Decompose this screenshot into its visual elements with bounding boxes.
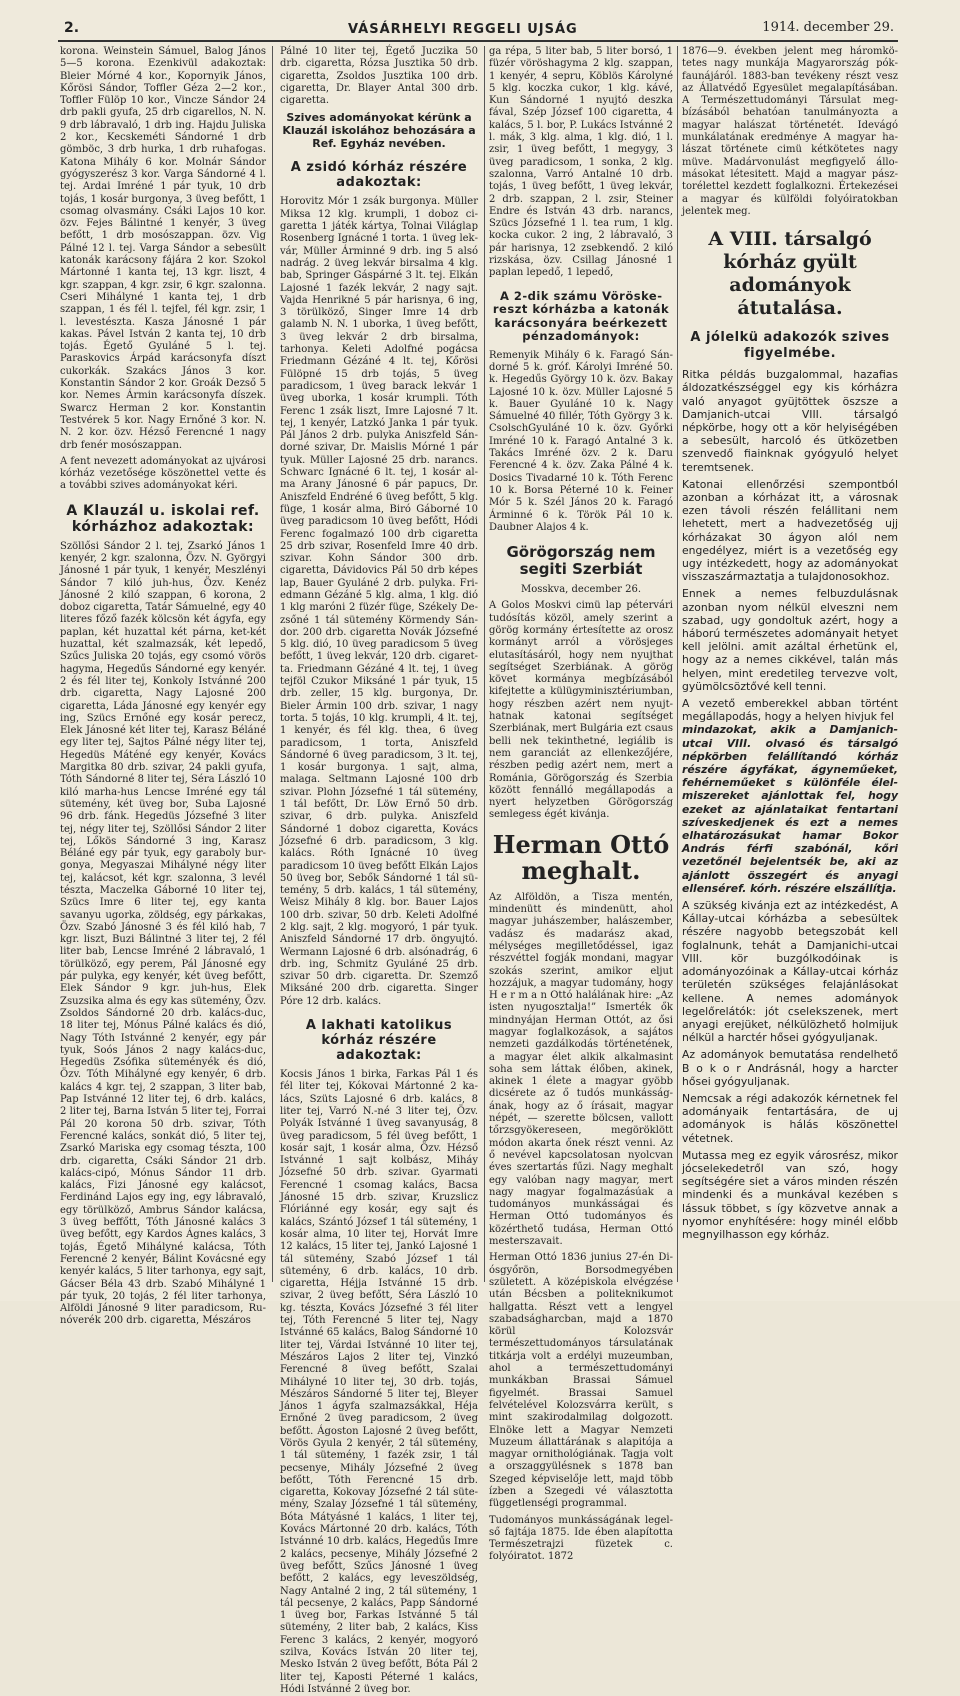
subheading: A jólelkü adakozók szives figyelmébe. bbox=[690, 330, 890, 362]
article-body: 1876—9. években jelent meg háromkötetes nagy munkája Magyarország pókfaunájáról. 1883-ban tevékeny részt vesz az Állatvédő Egyesület megalapításában. A Természettudományi Társulat megbízásából behatóan tanulmányozta a magyar halászat történetét. Idevágó munkálatának eredménye A magyar halászat története cimü kétkötetes nagy müve. Madárvonulást megfigyelő állomásokat létesitett. Majd a magyar pásztorélettel kezdett foglalkozni. Értekezései a magyar és külföldi folyóiratokban jelentek meg. bbox=[682, 46, 898, 217]
section-heading: A 2-dik számu Vöröskereszt kórházba a katonák karácsonyára beérkezett pénzadományok: bbox=[492, 288, 670, 344]
column-1 bbox=[60, 46, 266, 1327]
donation-list: Kocsis János 1 birka, Farkas Pál 1 és fél liter tej, Kókovai Mártonné 2 kalács, Szüts Lajosné 6 drb. kalács, 8 liter tej, Varró N.-né 3 liter tej, Özv. Polyák Istvánné 1 üveg savanyuság, 8 üveg paradicsom, 5 fél üveg befőtt, 1 kosár sajt, 1 kosár alma, Özv. Hézső Istvánné 1 sajt kolbász, Miháy Józsefné 50 drb. szivar. Gyarmati Ferencné 1 csomag kalács, Bacsa Jánosné 15 drb. szivar, Kruzslicz Flóriánné egy kosár, egy sajt és kalács, Szántó József 1 tál sütemény, 1 kosár alma, 10 liter tej, Horvát Imre 12 kalács, 15 liter tej, Jankó Lajosné 1 tál sütemény, Szabó József 1 tál sütemény, 6 drb. kalács, 10 drb. cigaretta, Héjja Istvánné 15 drb. szivar, 2 üveg befőtt, Séra László 10 kg. tészta, Kovács Józsefné 3 fél liter tej, Tóth Ferencné 5 liter tej, Nagy Istvánné 65 kalács, Balog Sándorné 10 liter tej, Várdai Istvánné 10 liter tej, Mészáros Lajos 2 liter tej, Vinzkó Ferencné 8 üveg befőtt, Szalai Mihályné 10 liter tej, 30 drb. tojás, Mészáros Sándorné 5 liter tej, Bleyer János 1 ágyfa szalmazsákkal, Héja Ernőné 2 üveg paradicsom, 2 üveg befőtt. Ágoston Lajosné 2 üveg befőtt, Vörös Gyula 2 kenyér, 2 tál sütemény, 1 tál sütemény, 1 fazék zsir, 1 tál pecsenye, Mihály Józsefné 2 üveg befőtt, Tóth Ferencné 15 drb. cigaretta, Kokovay Józsefné 2 tál sütemény, Szalay Józsefné 1 tál sütemény, Bóta Mátyásné 1 kalács, 1 liter tej, Kovács Mártonné 20 drb. kalács, Tóth Istvánné 10 drb. kalács, Hegedűs Imre 2 kalács, pecsenye, Mihály Józsefné 2 üveg befőtt, Szűcs Jánosné 1 üveg befőtt, 2 kalács, egy leveszöldség, Nagy Antalné 2 ing, 2 tál sütemény, 1 tál pecsenye, 2 kalács, Papp Sándorné 1 üveg bor, Farkas Istvánné 5 tál sütemény, 2 liter bab, 2 kalács, Kiss Ferenc 3 kalács, 2 kenyér, mogyoró szilva, Kovács István 20 liter tej, Mesko István 2 üveg befőtt, Bóta Pál 2 liter tej, Kaposti Péterné 1 kalács, Hódi Istvánné 2 üveg bor. bbox=[280, 1069, 478, 1695]
article-body: Ennek a nemes felbuzdulásnak azonban nyom nélkül elveszni nem szabad, ugy gondoltuk azért, hogy a háború természetes adományait hetyet kell jelölni. amit azáltal érhetünk el, hogy az a nemes cikkével, talán más helyen, mint eredetileg tervezve volt, gyümölcsöztővé kell tenni. bbox=[682, 587, 898, 693]
section-heading: A zsidó kórház részére adakoztak: bbox=[290, 160, 468, 191]
page-number: 2. bbox=[64, 20, 80, 36]
article-headline: Görögország nem segiti Szerbiát bbox=[506, 543, 656, 579]
issue-date: 1914. december 29. bbox=[762, 20, 894, 35]
article-body: A vezető emberekkel abban történt megállapodás, hogy a helyen hivjuk fel bbox=[682, 697, 898, 724]
column-4 bbox=[682, 46, 898, 1282]
article-body: Herman Ottó 1836 junius 27-én Diósgyőrön, Borsodmegyében született. A középiskola elvégzése után Bécsben a politeknikumot hallgatta. Részt vett a lengyel szabadságharcban, majd a 1870 körül Kolozsvár természettudományos társulatának titkárja volt a erdélyi muzeumban, ahol a természettudományi munkákban Brassai Sámuel figyelmét. Brassai Samuel felvételével Kolozsvárra került, s mint szakirodalmilag dolgozott. Elnöke lett a Magyar Nemzeti Muzeum állattárának s alapitója a magyar ornithológiának. Tagja volt a orszaggyülésnek s 1878 ban Szeged képviselője lett, majd több ízben a Szegedi vé választotta függetlenségi programmal. bbox=[489, 1252, 673, 1510]
thanks-note: A fent nevezett adományokat az ujvárosi kórház vezetősége köszönettel vette és a további szives adományokat kéri. bbox=[60, 455, 266, 492]
notice: Szives adományokat kérünk a Klauzál iskolához behozására a Ref. Egyház nevében. bbox=[282, 111, 476, 151]
article-body: Nemcsak a régi adakozók kérnetnek fel adományaik fentartására, de uj adományok is hálás köszönettel vétetnek. bbox=[682, 1091, 898, 1145]
column-rule bbox=[677, 46, 678, 1282]
donation-list: Szöllősi Sándor 2 l. tej, Zsarkó János 1 kenyér, 2 kgr. szalonna, Özv. N. Györgyi Jánosné 1 pár tyuk, 1 kenyér, Meszlényi Sándor 7 kiló juh-hus, Özv. Kenéz Jánosné 2 kiló szappan, 6 korona, 2 doboz cigaretta, Tatár Sámuelné, egy 40 literes főző fazék kölcsön két ágyfa, egy paplan, két huzattal két párna, ket-két huzattal, két szalmazsák, két lepedő, Szűcs Juliska 20 tojás, egy csomó vörös hagyma, Hegedűs Sándorné egy kenyér. 2 és fél liter tej, Konkoly Istvánné 200 drb. cigaretta, Nagy Lajosné 200 cigaretta, Láda Jánosné egy kenyér egy ing, Szücs Ernőné egy kosár perecz, Elek Jánosné két liter tej, Karasz Béláné egy liter tej, Sajtos Pálné négy liter tej, Hegedüs Máténé egy kenyér, Kovács Margitka 80 drb. szivar, 24 pakli gyufa, Tóth Sándorné 8 liter tej, Séra László 10 kiló marha-hus Lencse Imréné egy tál sütemény, két üveg bor, Suba Lajosné 96 drb. fánk. Hegedüs Józsefné 3 liter tej, négy liter tej, Szöllősi Sándor 2 liter tej, Lőkös Sándorné 3 ing, Karasz Béláné egy pár tyuk, egy garaboly burgonya, Megyaszai Mihályné négy liter tej, kalácsot, két kgr. szalonna, 3 levél tészta, Maczelka Gáborné 10 liter tej, Szücs Imre 6 liter tej, egy kanta savanyu ugorka, zöldség, egy párkakas, Özv. Szabó Jánosné 3 és fél kiló hab, 7 kgr. liszt, Buzi Bálintné 3 liter tej, 2 fél liter bab, Lencse Imréné 2 lábravaló, 1 törülköző, egy perem, Pál Jánosné egy pár pulyka, egy kenyér, két üveg befőtt, Elek Sándor 9 kgr. juh-hus, Elek Zsuzsika alma és egy kas sütemény, Özv. Zsoldos Sándorné 20 drb. kalács-duc, 18 liter tej, Mónus Pálné kalács és dió, Nagy Tóth Istvánné 2 kenyér, egy pár tyuk, Soós János 2 nagy kalács-duc, Hegedüs Zsófika süteményék és dió, Özv. Tóth Mihályné egy kenyér, 6 drb. kalács 4 kgr. tej, 2 szappan, 3 liter bab, Pap Istvánné 12 liter tej, 6 drb. kalács, 2 liter tej, Barna István 5 liter tej, Forrai Pál 20 korona 50 drb. szivar, Tóth Ferencné kalács, sonkát dió, 5 liter tej, Zsarkó Mariska egy csomag tészta, 100 drb. cigaretta, Csáki Sándor 21 drb. kalács-cipó, Mónus Sándor 11 drb. kalács, Fizi Jánosné egy kalácsot, Ferdinánd Lajos egy ing, egy lábravaló, egy törülköző, Ambrus Sándor kalácsa, 3 üveg beffőtt, Tóth Jánosné kalács 3 üveg befőtt, egy Kardos Ágnes kalács, 3 tojás, Égető Mihályné kalácsa, Tóth Ferencné 2 kenyér, Bálint Kovácsné egy kenyér kalács, 5 liter tarhonya, egy sajt, Gácser Béla 43 drb. Szabó Mihályné 1 pár tyuk, 20 tojás, 2 fél liter tarhonya, Alföldi Jánosné 9 liter paradicsom, Runóverék 200 drb. cigaretta, Mészáros bbox=[60, 540, 266, 1327]
donation-list: korona. Weinstein Sámuel, Balog János 5—5 korona. Ezenkivül adakoztak: Bleier Mórné 4 kor., Kopornyik János, Kőrösi Sándor, Toffler Géza 2—2 kor., Toffler Fülöp 10 kor., Vincze Sándor 24 drb pakli gyufa, 25 drb cigarellos, N. N. 9 drb lábravaló, 1 drb ing. Hajdu Juliska 2 kor., Kecskeméti Sándorné 1 drb gömböc, 3 drb hurka, 1 drb ruhafogas. Katona Mihály 6 kor. Molnár Sándor gyógyszerész 3 kor. Varga Sándorné 4 l. tej. Ardai Imréné 1 pár tyuk, 10 drb tojás, 1 kosár burgonya, 3 üveg befőtt, 1 csomag olvasmány. Csáki Lajos 10 kor. özv. Fejes Bálintné 1 kenyér, 3 üveg befőtt, 1 drb mosószappan. özv. Vig Pálné 12 l. tej. Varga Sándor a sebesült katonák karácsony fájára 2 kor. Szokol Mártonné 1 kanta tej, 13 kgr. liszt, 4 kgr. szappan, 4 kgr. zsir, 6 kgr. szalonna. Cseri Mihályné 1 kanta tej, 1 drb szappan, 1 és fél l. tejfel, fél kgr. zsir, 1 l. levestészta. Kasza Jánosné 1 pár kakas. Pável István 2 kanta tej, 10 drb tojás. Égető Gyuláné 5 l. tej. Paraskovics Árpád karácsonyfa díszt cukorkák. Szakács János 3 kor. Konstantin Sándor 2 kor. Groák Dezső 5 kor. Nemes Ármin karácsonyfa díszek. Swarcz Herman 2 kor. Konstantin Testvérek 5 kor. Nagy Ernőné 3 kor. N. N. 2 kor. özv. Hézső Ferencné 1 nagy drb fenér mosószappan. bbox=[60, 46, 266, 451]
article-body: A Golos Moskvi cimü lap pétervári tudósítás közöl, amely szerint a görög kormány értesítette az orosz kormányt arról a vörösjeges elutasításáról, hogy nem nyujthat segítséget Szerbiának. A görög követ kormánya megbízásából kifejtette a külügyminisztériumban, hogy részben azért nem nyujthatnak katonai segítséget Szerbiának, mert Bulgária ezt csaus belli nek tekinthetné, legiálib is nem garanciát az ellenkezőjére, részben pedig azért nem, mert a Románia, Görögország és Szerbia között fennálló megállapodás a nyert helyzetben Görögország semlegess égét kivánja. bbox=[489, 600, 673, 821]
donation-list: ga répa, 5 liter bab, 5 liter borsó, 1 füzér vöröshagyma 2 klg. szappan, 1 kenyér, 4 sepru, Köblös Károlyné 5 klg. koczka cukor, 1 klg. kávé, Kun Sándorné 1 nyujtó deszka fával, Szép József 100 cigaretta, 4 kalács, 5 l. bor, P. Lukács Istvánné 2 l. mák, 3 klg. alma, 1 klg. dió, 1 l. zsir, 1 üveg befőtt, 1 megygy, 3 üveg paradicsom, 1 sonka, 2 klg. szalonna, Varró Antalné 10 drb. tojás, 1 üveg befőtt, 1 üveg lekvár, 2 drb. szappan, 2 l. zsir, Steiner Endre és István 43 drb. narancs, Szücs Józsefné 1 l. tea rum, 1 klg. kocka cukor. 2 ing, 2 lábravaló, 3 pár harisnya, 12 zsebkendő. 2 kiló rizskása, özv. Csillag Jánosné 1 paplan lepedő, 1 lepedő, bbox=[489, 46, 673, 279]
column-3 bbox=[489, 46, 673, 1563]
column-rule bbox=[272, 46, 273, 1282]
donation-list: Remenyik Mihály 6 k. Faragó Sándorné 5 k. gróf. Károlyi Imréné 50. k. Hegedűs György 10 k. özv. Bakay Lajosné 10 k. özv. Müller Lajosné 5 k. Bauer Gyuláné 10 k. Nagy Sámuelné 40 fillér, Tóth György 3 k. CsolschGyuláné 10 k. özv. Győrki Imréné 10 k. Faragó Antalné 3 k. Takács Imréné özv. 2 k. Daru Ferencné 4 k. özv. Zaka Pálné 4 k. Dosics Tivadarné 10 k. Tóth Ferenc 10 k. Borsa Péterné 10 k. Feiner Mór 5 k. Szél János 20 k. Faragó Árminné 6 k. Török Pál 10 k. Daubner Alajos 4 k. bbox=[489, 349, 673, 533]
emphasized-appeal: mindazokat, akik a Damjanich-utcai VIII. olvasó és társalgó népkörben felállítandó kórház részére ágyfákat, ágyneműeket, fehérneműeket s különféle élelmiszereket ajánlottak fel, hogy ezeket az ajánlataikat fentartani szíveskedjenek és ezt a nemes elhatározásukat hamar Bokor András férfi szabónál, kőri vezetőnél bejelentsék be, aki az ajánlott összegért és anyagi ellenséref. kórh. részére elszállítja. bbox=[682, 723, 898, 895]
article-headline: A VIII. társalgó kórház gyült adományok átutalása. bbox=[708, 228, 872, 320]
donation-list: Pálné 10 liter tej, Égető Juczika 50 drb. cigaretta, Rózsa Jusztika 50 drb. cigaretta, Zsoldos Jusztika 100 drb. cigaretta, Dr. Blayer Antal 300 drb. cigaretta. bbox=[280, 46, 478, 107]
column-2 bbox=[280, 46, 479, 1695]
masthead bbox=[58, 18, 898, 42]
article-body: Katonai ellenőrzési szempontból azonban a kórházat itt, a városnak ezen távoli részén felállitani nem lehetett, mert a hadvezetőség ujj kórházakat 30 ágyon alól nem engedélyez, miért is a vezetőség egy ugy intézkedett, hogy az adományokat visszaszármaztatja a tulajdonosokhoz. bbox=[682, 477, 898, 584]
article-body: Az adományok bemutatása rendelhető B o k o r Andrásnál, hogy a harcter hősei gyógyuljanak. bbox=[682, 1048, 898, 1088]
section-heading: A Klauzál u. iskolai ref. kórházhoz adakoztak: bbox=[66, 502, 260, 535]
section-heading: A lakhati katolikus kórház részére adakoztak: bbox=[305, 1018, 453, 1064]
article-body: Tudományos munkásságának legelső fajtája 1875. Ide ében alapította Természetrajzi füzetek c. folyóiratot. 1872 bbox=[489, 1514, 673, 1563]
article-body: Az Alföldön, a Tisza mentén, mindenütt és mindenütt, ahol magyar juhászember, halászember, vadász és madarász akad, mélységes megilletődéssel, igaz részvéttel fogják mondani, magyar szokás szerint, amikor eljut hozzájuk, a magyar tudomány, hogy H e r m a n Ottó halálának hire: „Az isten nyugosztalja!” Ismerték ők mindnyájan Herman Ottót, az ősi magyar foglalkozások, a sajátos nemzeti gazdálkodás történetének, a magyar élet alkik alkalmasint soha sem láttak élőben, akinek, akinek 1 élete a magyar gyöbb dicsérete az ő tudós munkásságának, hogy az ő írásait, magyar népét, — szerette bölcsen, vallott tőrzsgyökereseen, megöröklött módon akarta őnek részt venni. Az ő nevével kapcsolatosan nyolcvan éves szertartás fűzi. Nagy meghalt egy valóban nagy magyar, mert nagy magyar fogalmazásúak a tudományos munkásságai és Herman Ottó tudományos és közérthető tudása, Herman Ottó mesterszavait. bbox=[489, 891, 673, 1248]
dateline: Mosskva, december 26. bbox=[520, 584, 642, 596]
article-body: A szükség kivánja ezt az intézkedést, A Kállay-utcai kórházba a sebesültek részére nagyobb betegszobát kell foglalnunk, tehát a Damjanichi-utcai VIII. kör buzgólkodóinak is adományozóinak a Kállay-utcai kórház területén szükséges felajánlásokat kellene. A nemes adományok legelőrelátók: jót cselekszenek, mert anyagi erejüket, nélkülözhető holmijuk nélkül a harctér hősei gyógyuljanak. bbox=[682, 899, 898, 1045]
donation-list: Horovitz Mór 1 zsák burgonya. Müller Miksa 12 klg. krumpli, 1 doboz cigaretta 1 játék kártya, Tolnai Világlap Rosenberg Ignácné 1 torta. 1 üveg lekvár, Müller Árminné 9 drb. ing 5 alsó nadrág. 2 üveg lekvár birsalma 4 klg. bab, Springer Gáspárné 3 lt. tej. Elkán Lajosné 1 fazék lekvár, 2 nagy sajt. Vajda Henrikné 5 pár harisnya, 6 ing, 3 törülköző, Singer Imre 14 drb galamb N. N. 1 uborka, 1 üveg befőtt, 3 üveg lekvár 2 drb birsalma, tarhonya. Keleti Adolfné pogácsa Friedmann Gézáné 4 lt. tej, Kőrösi Fülöpné 15 drb tojás, 5 üveg paradicsom, 1 üveg barack lekvár 1 üveg uborka, 1 kosár krumpli. Tóth Ferenc 1 zsák liszt, Imre Lajosné 7 lt. tej, 1 kenyér, Latzkó Janka 1 pár tyuk. Pál János 2 drb. pulyka Aniszfeld Sándorné szivar, Dr. Maislis Mórné 1 pár tyuk. Müller Lajosné 25 drb. narancs. Schwarc Ignácné 6 lt. tej, 1 kosár alma Arany Jánosné 6 pár papucs, Dr. Aniszfeld Endréné 6 üveg befőtt, 5 klg. füge, 1 kosár alma, Biró Gáborné 10 üveg paradicsom 10 üveg befőtt, Hódi Ferenc fogalmazó 100 drb cigaretta 25 drb szivar, Rosenfeld Imre 40 drb. szivar. Kohn Sándor 300 drb. cigaretta, Dávidovics Pál 50 drb képes lap, Bauer Gyuláné 2 drb. pulyka. Friedmann Gézáné 5 klg. alma, 1 klg. dió 1 klg maróni 2 füzér füge, Székely Dezsőné 1 tál sütemény Körmendy Sándor. 200 drb. cigaretta Novák Józsefné 5 klg. dió, 10 üveg paradicsom 5 üveg befőtt, 1 üveg lekvár, 120 drb. cigaretta. Friedmann Gézáné 4 lt. tej, 1 üveg tejföl Czukor Miksáné 1 pár tyuk, 15 drb. zeller, 15 klg. burgonya, Dr. Bieler Ármin 100 drb. szivar, 1 nagy torta. 5 tojás, 10 klg. krumpli, 4 lt. tej, 1 kenyér, és fél klg. thea, 6 üveg paradicsom, 1 torta, Aniszfeld Sándorné 6 üveg paradicsom, 3 lt. tej, 1 kosár burgonya. 1 sajt, alma, malaga. Seltmann Lajosné 100 drb szivar. Plohn Józsefné 1 tál sütemény, 1 tál befőtt, Dr. Löw Ernő 50 drb. szivar, 6 drb. pulyka. Aniszfeld Sándorné 1 doboz cigaretta, Kovács Józsefné 6 drb. paradicsom, 3 klg. kalács. Róth Ignácné 10 üveg paradicsom 10 üveg befőtt Elkán Lajos 50 üveg bor, Sebők Sándorné 1 tál sütemény, 5 drb. kalács, 1 tál sütemény, Weisz Mihály 8 klg. bor. Bauer Lajos 100 drb. szivar, 50 drb. Keleti Adolfné 2 klg. sajt, 2 klg. mogyoró, 1 pár tyuk. Aniszfeld Sándorné 17 drb. öngyujtó. Wermann Lajosné 6 drb. alsónadrág, 6 drb. ing, Schmitz Gyuláné 25 drb. szivar 50 drb. cigaretta. Dr. Szemző Miksáné 200 drb. cigaretta. Singer Póre 12 drb. kalács. bbox=[280, 196, 479, 1007]
newspaper-title: VÁSÁRHELYI REGGELI UJSÁG bbox=[348, 22, 578, 37]
column-rule bbox=[484, 46, 485, 1282]
article-body: Ritka példás buzgalommal, hazafias áldozatkészséggel egy kis kórházra való anyagot gyüjtöttek öszsze a Damjanich-utcai VIII. társalgó népkörbe, hogy ott a kör helyiségében a sebesült, harcoló és ütközetben szenvedő fiainknak gyógyuló helyet teremtsenek. bbox=[682, 368, 898, 474]
article-headline: Herman Ottó meghalt. bbox=[492, 829, 670, 885]
article-body: Mutassa meg ez egyik városrész, mikor jócselekedetről van szó, hogy segítségére siet a város minden részén mindenki és a munkával kezében s lássuk többet, s így közvetve annak a nyomor enyhítésére: hogy minél előbb megnyilhasson egy kórház. bbox=[682, 1148, 898, 1241]
